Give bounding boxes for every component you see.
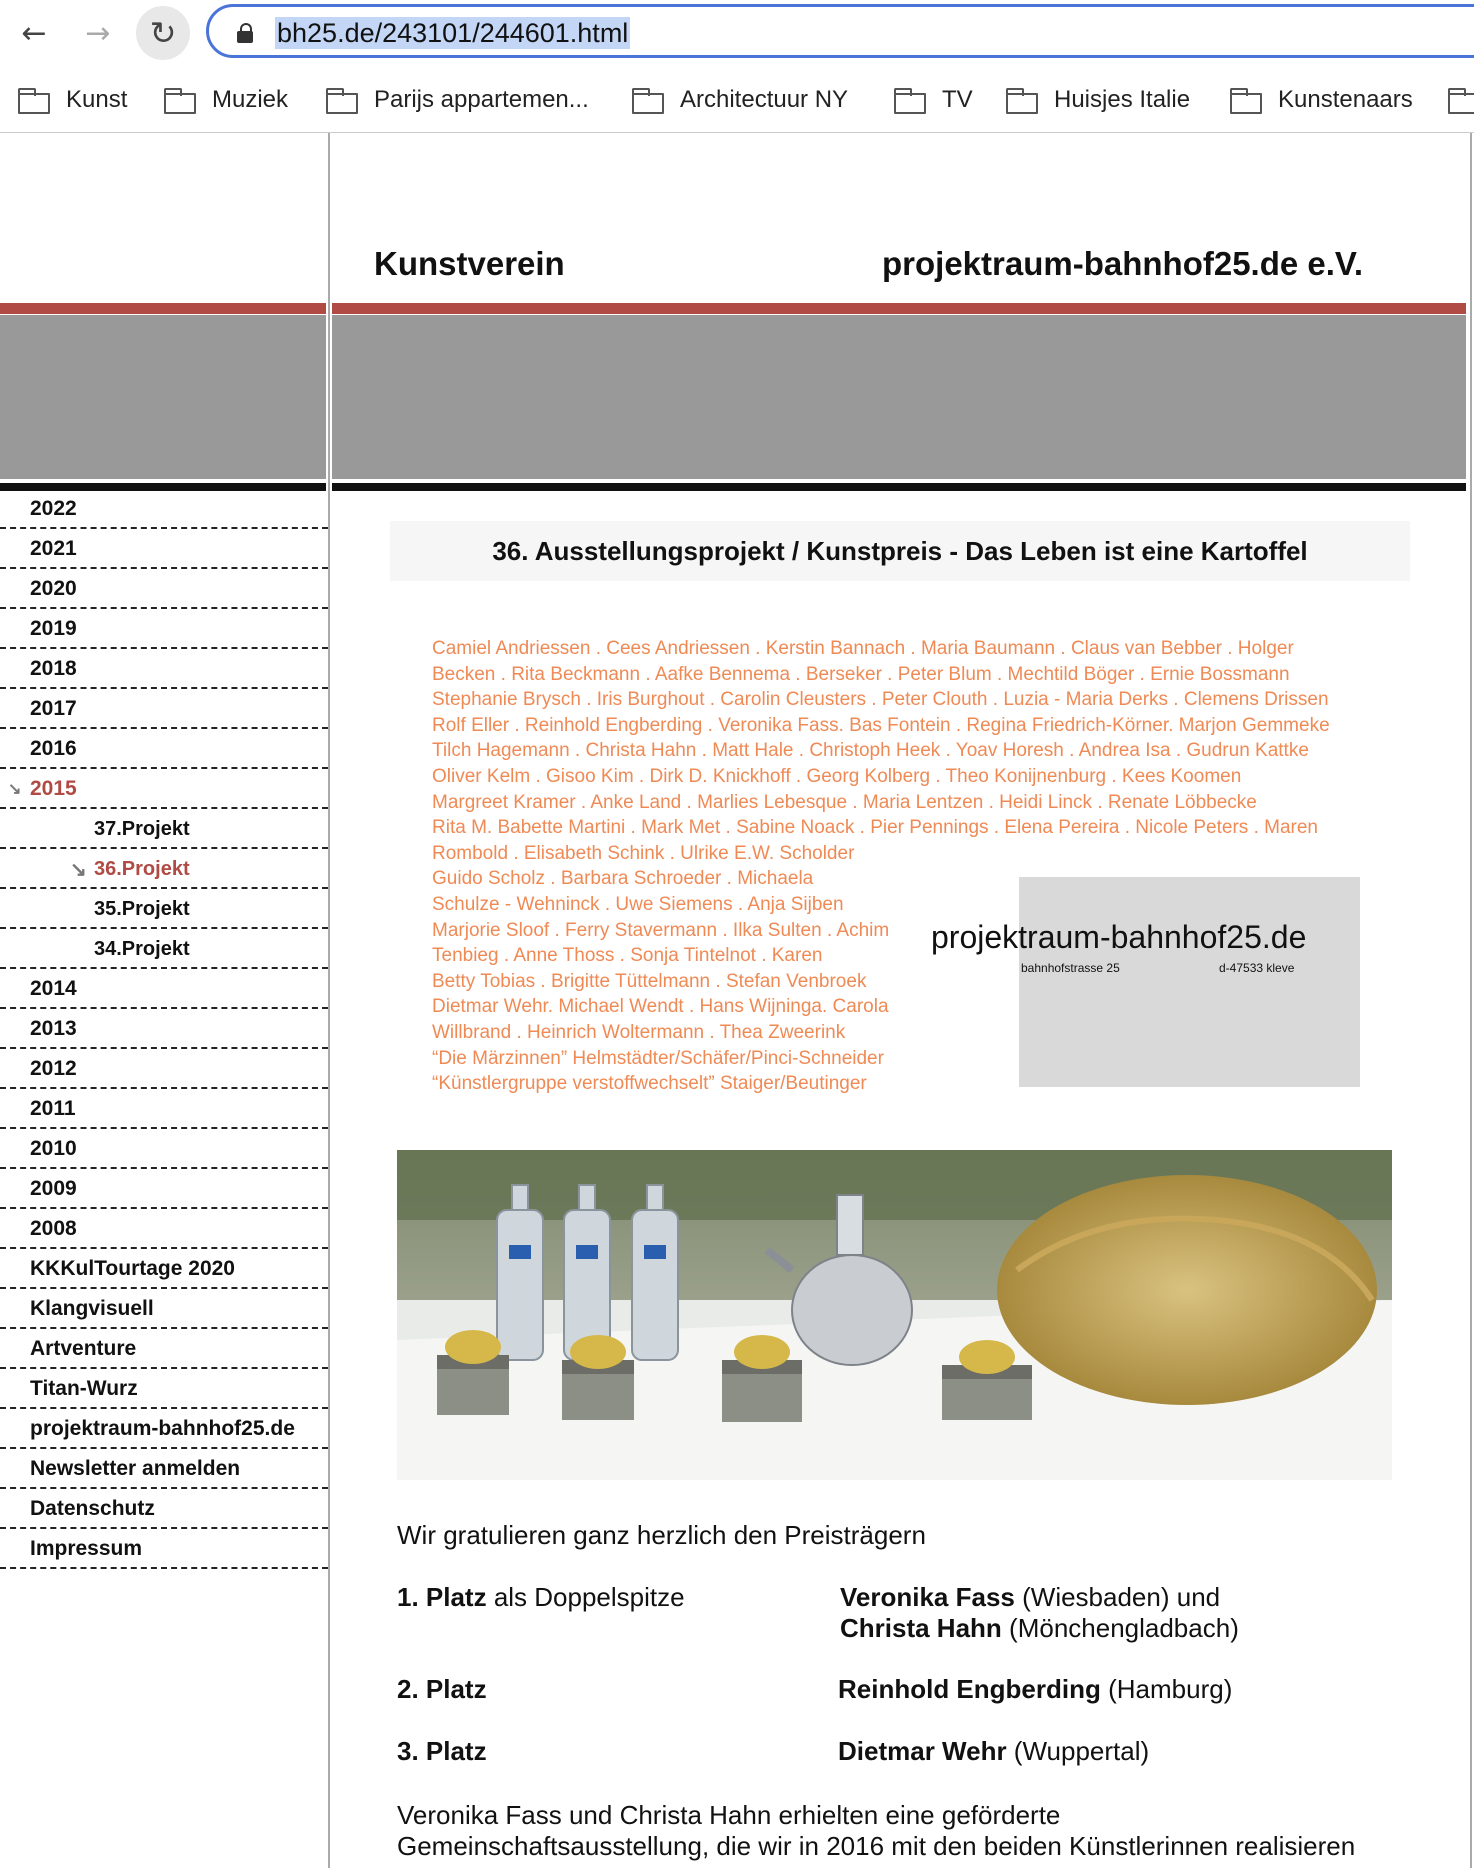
sidebar-item-label: 2015 [30, 777, 77, 800]
sidebar-item-label: Newsletter anmelden [30, 1457, 241, 1480]
lock-icon[interactable] [237, 23, 253, 41]
sidebar-item-2009[interactable] [0, 1169, 328, 1209]
sidebar-item-label: 2011 [30, 1097, 76, 1120]
sidebar-item-label: 2021 [30, 537, 77, 560]
sidebar-item-label: 2016 [30, 737, 77, 760]
sidebar-item-label: 36.Projekt [94, 858, 190, 880]
sidebar-item-label: 2009 [30, 1177, 77, 1200]
sidebar [0, 133, 330, 1868]
sidebar-item-label: 2019 [30, 617, 77, 640]
sidebar-item-label: 35.Projekt [94, 898, 190, 920]
sidebar-item-projektraum-bahnhof25-de[interactable] [0, 1409, 328, 1449]
bookmark-kunstenaars[interactable]: Kunstenaars [1230, 82, 1413, 118]
sidebar-item-label: 2020 [30, 577, 77, 600]
sidebar-item-label: Titan-Wurz [30, 1377, 138, 1400]
web-page [0, 133, 1474, 1868]
prize-1-winners: Veronika Fass (Wiesbaden) und Christa Hahn (Mönchengladbach) [840, 1582, 1239, 1643]
sidebar-subitem-36-projekt[interactable] [0, 849, 328, 889]
sidebar-item-2014[interactable] [0, 969, 328, 1009]
sidebar-item-2019[interactable] [0, 609, 328, 649]
sidebar-item-label: Datenschutz [30, 1497, 155, 1520]
projektraum-logo [931, 877, 1360, 1087]
sidebar-subitem-37-projekt[interactable] [0, 809, 328, 849]
site-title-domain: projektraum-bahnhof25.de e.V. [882, 245, 1364, 282]
exhibition-photo [397, 1150, 1392, 1480]
bookmark-kunst[interactable]: Kunst [18, 82, 127, 118]
bookmark-architectuur[interactable]: Architectuur NY [632, 82, 848, 118]
artist-line: Margreet Kramer . Anke Land . Marlies Lebesque . Maria Lentzen . Heidi Linck . Renate Löbbecke [432, 791, 1257, 813]
folder-icon [894, 88, 926, 112]
sidebar-item-label: Artventure [30, 1337, 137, 1360]
artist-line: Stephanie Brysch . Iris Burghout . Carolin Cleusters . Peter Clouth . Luzia - Maria Derks . Clemens Drissen [432, 689, 1329, 711]
project-heading: 36. Ausstellungsprojekt / Kunstpreis - Das Leben ist eine Kartoffel [390, 521, 1410, 581]
sidebar-item-2021[interactable] [0, 529, 328, 569]
artist-line: “Künstlergruppe verstoffwechselt” Staiger/Beutinger [432, 1073, 867, 1095]
sidebar-item-label: 2010 [30, 1137, 77, 1160]
artist-line: Marjorie Sloof . Ferry Stavermann . Ilka Sulten . Achim [432, 919, 890, 941]
folder-icon [1448, 88, 1474, 112]
active-arrow-icon: ↘ [8, 781, 22, 798]
sidebar-item-newsletter-anmelden[interactable] [0, 1449, 328, 1489]
url-text[interactable]: bh25.de/243101/244601.html [277, 18, 629, 48]
sidebar-item-label: 2008 [30, 1217, 77, 1240]
sidebar-item-2010[interactable] [0, 1129, 328, 1169]
artist-line: Betty Tobias . Brigitte Tüttelmann . Stefan Venbroek [432, 970, 867, 992]
folder-icon [632, 88, 664, 112]
artist-line: Tilch Hagemann . Christa Hahn . Matt Hale . Christoph Heek . Yoav Horesh . Andrea Isa . Gudrun Kattke [432, 740, 1309, 762]
sidebar-item-label: KKKulTourtage 2020 [30, 1257, 235, 1280]
folder-icon [18, 88, 50, 112]
prize-1-place: 1. Platz als Doppelspitze [397, 1582, 685, 1612]
sidebar-item-titan-wurz[interactable] [0, 1369, 328, 1409]
bookmark-muziek[interactable]: Muziek [164, 82, 288, 118]
sidebar-item-label: Klangvisuell [30, 1297, 154, 1320]
sidebar-item-label: 2013 [30, 1017, 77, 1040]
folder-icon [164, 88, 196, 112]
sidebar-item-artventure[interactable] [0, 1329, 328, 1369]
sidebar-item-label: 2022 [30, 497, 77, 520]
sidebar-item-kkkultourtage-2020[interactable] [0, 1249, 328, 1289]
prize-3-place: 3. Platz [397, 1736, 487, 1766]
sidebar-item-2013[interactable] [0, 1009, 328, 1049]
artist-line: Becken . Rita Beckmann . Aafke Bennema . Berseker . Peter Blum . Mechtild Böger . Ernie Bossmann [432, 663, 1290, 685]
artist-line: Rita M. Babette Martini . Mark Met . Sabine Noack . Pier Pennings . Elena Pereira . Nicole Peters . Maren [432, 817, 1318, 839]
sidebar-grey-banner [0, 315, 326, 479]
forward-arrow-icon[interactable]: → [85, 16, 111, 51]
sidebar-item-2018[interactable] [0, 649, 328, 689]
sidebar-item-label: projektraum-bahnhof25.de [30, 1417, 295, 1440]
sidebar-item-klangvisuell[interactable] [0, 1289, 328, 1329]
congrats-text: Wir gratulieren ganz herzlich den Preisträgern [397, 1520, 926, 1550]
sidebar-item-label: 2018 [30, 657, 77, 680]
prize-3-winner: Dietmar Wehr (Wuppertal) [838, 1736, 1150, 1766]
sidebar-item-2008[interactable] [0, 1209, 328, 1249]
artist-line: “Die Märzinnen” Helmstädter/Schäfer/Pinci-Schneider [432, 1047, 884, 1069]
folder-icon [1006, 88, 1038, 112]
folder-icon [1230, 88, 1262, 112]
artist-line: Oliver Kelm . Gisoo Kim . Dirk D. Knickhoff . Georg Kolberg . Theo Konijnenburg . Kees Koomen [432, 765, 1242, 787]
sidebar-item-label: 2012 [30, 1057, 77, 1080]
sidebar-item-2020[interactable] [0, 569, 328, 609]
artist-line: Willbrand . Heinrich Woltermann . Thea Zweerink [432, 1021, 846, 1043]
logo-text: projektraum-bahnhof25.de [931, 919, 1307, 955]
main-content [332, 133, 1472, 1868]
header-red-bar [332, 303, 1466, 314]
bookmark-parijs[interactable]: Parijs appartemen... [326, 82, 589, 118]
announcement-paragraph: Veronika Fass und Christa Hahn erhielten eine geförderte Gemeinschaftsausstellung, die wir in 2016 mit den beiden Künstlerinnen realisieren [397, 1800, 1356, 1861]
address-bar[interactable] [206, 4, 1474, 58]
bookmarks-bar [0, 68, 1474, 133]
artist-line: Guido Scholz . Barbara Schroeder . Michaela [432, 868, 814, 890]
logo-address: bahnhofstrasse 25 [1021, 961, 1120, 975]
artist-line: Schulze - Wehninck . Uwe Siemens . Anja Sijben [432, 893, 844, 915]
header-grey-banner [332, 315, 1466, 479]
folder-icon [326, 88, 358, 112]
browser-toolbar [0, 0, 1474, 68]
sidebar-item-2022[interactable] [0, 489, 328, 529]
sidebar-subitem-35-projekt[interactable] [0, 889, 328, 929]
active-arrow-icon: ↘ [70, 859, 87, 881]
artist-line: Rombold . Elisabeth Schink . Ulrike E.W. Scholder [432, 842, 855, 864]
sidebar-item-datenschutz[interactable] [0, 1489, 328, 1529]
header-black-bar [332, 483, 1466, 491]
sidebar-red-bar [0, 303, 326, 314]
bookmark-tv[interactable]: TV [894, 82, 973, 118]
sidebar-item-label: Impressum [30, 1537, 143, 1560]
content-border [1470, 133, 1472, 1868]
sidebar-item-2015[interactable] [0, 769, 328, 809]
back-arrow-icon[interactable]: ← [21, 16, 47, 51]
sidebar-subitem-34-projekt[interactable] [0, 929, 328, 969]
logo-postcode: d-47533 kleve [1219, 961, 1295, 975]
bookmark-huisjes[interactable]: Huisjes Italie [1006, 82, 1190, 118]
sidebar-item-2012[interactable] [0, 1049, 328, 1089]
sidebar-item-label: 34.Projekt [94, 938, 190, 960]
bookmark-overflow[interactable] [1448, 82, 1474, 118]
sidebar-item-label: 37.Projekt [94, 818, 190, 840]
sidebar-item-2011[interactable] [0, 1089, 328, 1129]
sidebar-item-impressum[interactable] [0, 1529, 328, 1569]
sidebar-item-2017[interactable] [0, 689, 328, 729]
sidebar-item-label: 2017 [30, 697, 77, 720]
sidebar-item-label: 2014 [30, 977, 77, 1000]
reload-icon[interactable]: ↻ [136, 6, 190, 60]
prize-2-place: 2. Platz [397, 1674, 487, 1704]
site-title-kunstverein: Kunstverein [374, 245, 565, 282]
sidebar-item-2016[interactable] [0, 729, 328, 769]
artist-line: Camiel Andriessen . Cees Andriessen . Kerstin Bannach . Maria Baumann . Claus van Bebber . Holger [432, 638, 1294, 659]
artist-line: Rolf Eller . Reinhold Engberding . Veronika Fass. Bas Fontein . Regina Friedrich-Körner. Marjon Gemmeke [432, 714, 1330, 736]
prize-2-winner: Reinhold Engberding (Hamburg) [838, 1674, 1233, 1704]
artist-line: Tenbieg . Anne Thoss . Sonja Tintelnot . Karen [432, 945, 823, 967]
artist-line: Dietmar Wehr. Michael Wendt . Hans Wijninga. Carola [432, 996, 889, 1018]
